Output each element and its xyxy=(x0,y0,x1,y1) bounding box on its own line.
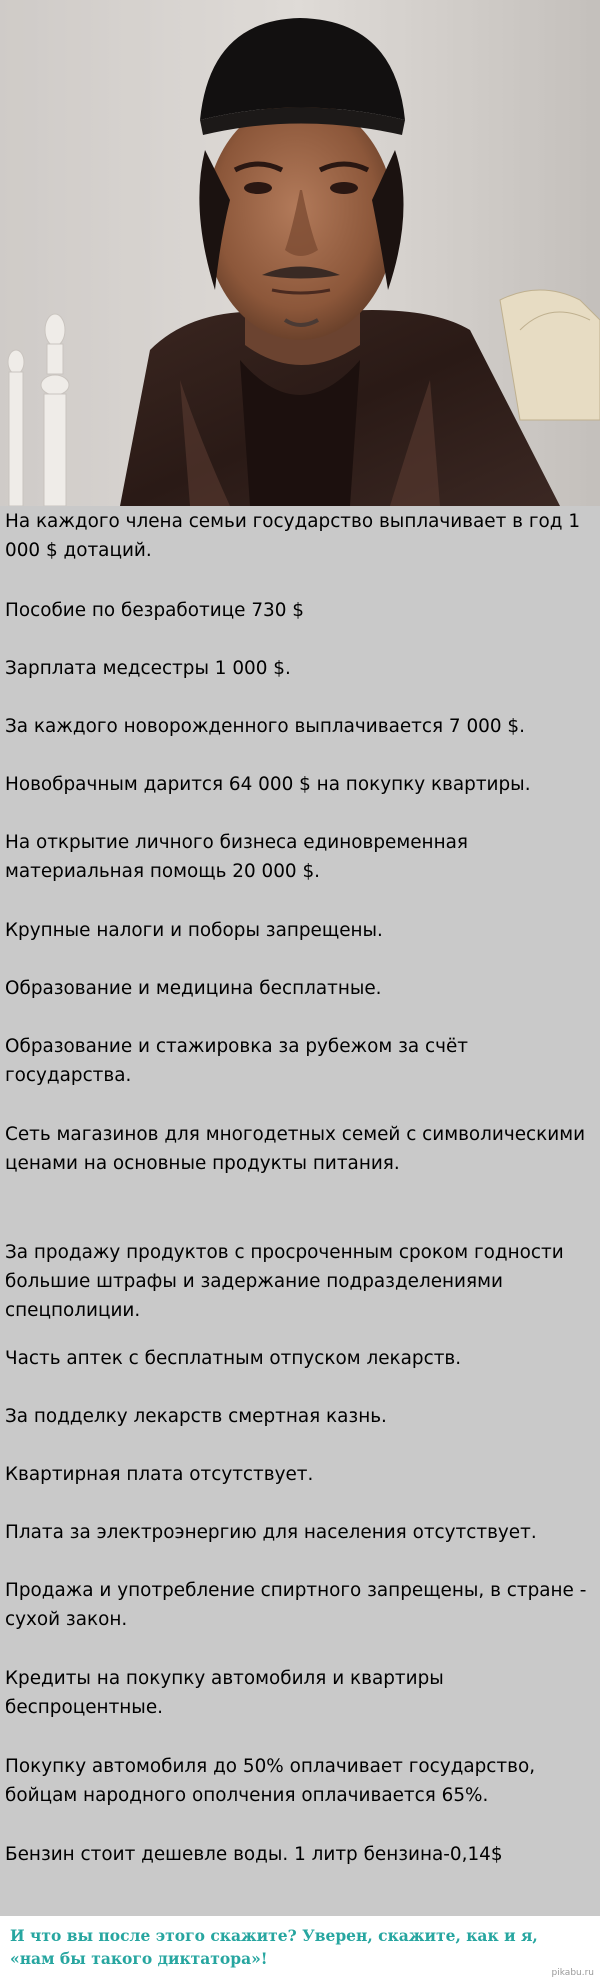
portrait-photo xyxy=(0,0,600,506)
fact-item: За подделку лекарств смертная казнь. xyxy=(5,1406,387,1427)
fact-item: Покупку автомобиля до 50% оплачивает государство, бойцам народного ополчения оплачивается 65%. xyxy=(5,1756,536,1806)
fact-item: Крупные налоги и поборы запрещены. xyxy=(5,920,383,941)
fact-item: Образование и стажировка за рубежом за счёт государства. xyxy=(5,1036,468,1086)
watermark: pikabu.ru xyxy=(551,1968,594,1978)
bottom-caption: И что вы после этого скажите? Уверен, скажите, как и я, «нам бы такого диктатора»! xyxy=(10,1926,538,1968)
fact-item: За каждого новорожденного выплачивается 7 000 $. xyxy=(5,716,525,737)
facts-list xyxy=(0,506,600,1916)
fact-item: Квартирная плата отсутствует. xyxy=(5,1464,314,1485)
fact-item: На каждого члена семьи государство выплачивает в год 1 000 $ дотаций. xyxy=(5,511,581,561)
fact-item: Новобрачным дарится 64 000 $ на покупку квартиры. xyxy=(5,774,531,795)
fact-item: Зарплата медсестры 1 000 $. xyxy=(5,658,291,679)
fact-item: На открытие личного бизнеса единовременная материальная помощь 20 000 $. xyxy=(5,832,468,882)
fact-item: За продажу продуктов с просроченным сроком годности большие штрафы и задержание подразделениями спецполиции. xyxy=(5,1242,564,1321)
fact-item: Плата за электроэнергию для населения отсутствует. xyxy=(5,1522,537,1543)
fact-item: Бензин стоит дешевле воды. 1 литр бензина-0,14$ xyxy=(5,1844,503,1865)
fact-item: Сеть магазинов для многодетных семей с символическими ценами на основные продукты питания. xyxy=(5,1124,586,1174)
bottom-note xyxy=(0,1916,600,1980)
fact-item: Продажа и употребление спиртного запрещены, в стране - сухой закон. xyxy=(5,1580,587,1630)
fact-item: Пособие по безработице 730 $ xyxy=(5,600,304,621)
fact-item: Часть аптек с бесплатным отпуском лекарств. xyxy=(5,1348,462,1369)
fact-item: Кредиты на покупку автомобиля и квартиры беспроцентные. xyxy=(5,1668,444,1718)
fact-item: Образование и медицина бесплатные. xyxy=(5,978,382,999)
